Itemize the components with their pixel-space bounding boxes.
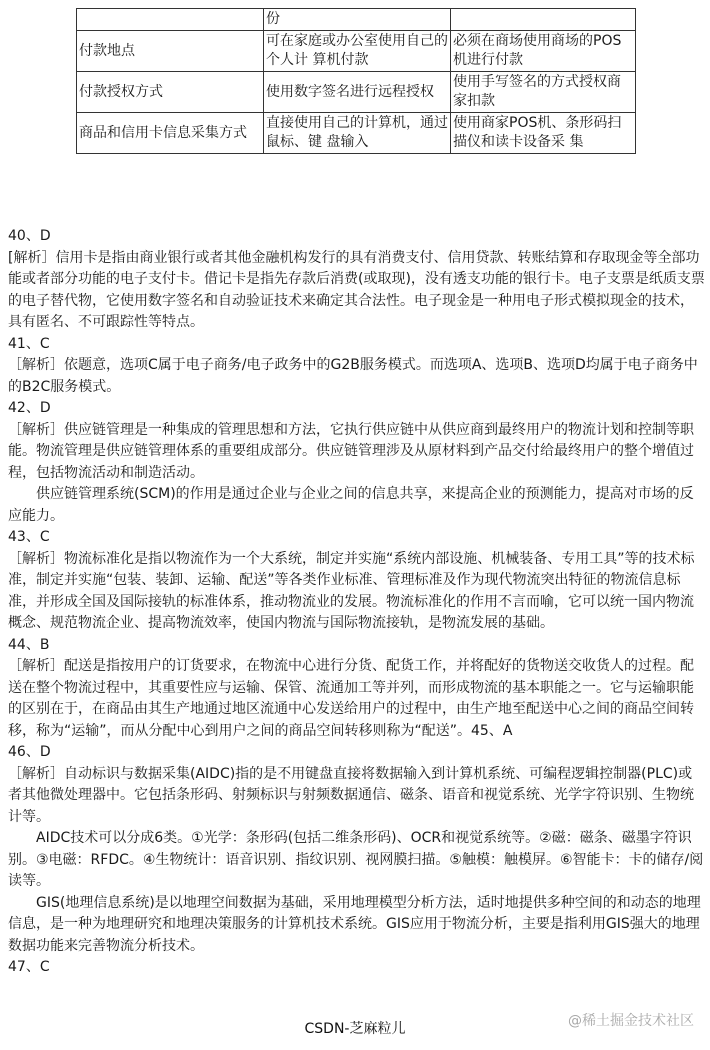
answer-line: 40、D <box>8 228 51 244</box>
table-cell: 份 <box>264 9 451 31</box>
table-cell: 使用数字签名进行远程授权 <box>264 72 451 113</box>
answer-line: 43、C <box>8 529 50 545</box>
explanation-paragraph: ［解析］供应链管理是一种集成的管理思想和方法，它执行供应链中从供应商到最终用户的物流计划和控制等职能。物流管理是供应链管理体系的重要组成部分。供应链管理涉及从原材料到产品交付给最终用户的整个增值过程，包括物流活动和制造活动。 <box>8 421 694 481</box>
answer-line: 44、B <box>8 636 50 653</box>
explanation-paragraph: GIS(地理信息系统)是以地理空间数据为基础，采用地理模型分析方法，适时地提供多种空间的和动态的地理信息，是一种为地理研究和地理决策服务的计算机技术系统。GIS应用于物流分析，主要是指利用GIS强大的地理数据功能来完善物流分析技术。 <box>8 894 701 954</box>
table-cell: 付款地点 <box>77 31 264 72</box>
table-cell: 必须在商场使用商场的POS机进行付款 <box>451 31 636 72</box>
table-cell: 使用商家POS机、条形码扫描仪和读卡设备采 集 <box>451 113 636 154</box>
footer-caption: CSDN-芝麻粒儿 <box>304 1021 406 1037</box>
table-row <box>77 9 636 31</box>
explanation-paragraph: ［解析］自动标识与数据采集(AIDC)指的是不用键盘直接将数据输入到计算机系统、可编程逻辑控制器(PLC)或者其他微处理器中。它包括条形码、射频标识与射频数据通信、磁条、语音和视觉系统、光学字符识别、生物统计等。 <box>8 765 694 825</box>
explanation-paragraph: ［解析］配送是指按用户的订货要求，在物流中心进行分货、配货工作，并将配好的货物送交收货人的过程。配送在整个物流过程中，其重要性应与运输、保管、流通加工等并列，而形成物流的基本职能之一。它与运输职能的区别在于，在商品由其生产地通过地区流通中心发送给用户的过程中，由生产地至配送中心之间的商品空间转移，称为“运输”，而从分配中心到用户之间的商品空间转移则称为“配送”。45、A <box>8 658 694 739</box>
watermark: @稀土掘金技术社区 <box>568 1013 694 1029</box>
comparison-table <box>76 8 636 154</box>
table-row <box>77 72 636 113</box>
table-row <box>77 31 636 72</box>
table-cell: 可在家庭或办公室使用自己的个人计 算机付款 <box>264 31 451 72</box>
answer-line: 47、C <box>8 959 50 975</box>
explanation-paragraph: ［解析］依题意，选项C属于电子商务/电子政务中的G2B服务模式。而选项A、选项B、选项D均属于电子商务中的B2C服务模式。 <box>8 357 698 395</box>
explanation-paragraph: AIDC技术可以分成6类。①光学：条形码(包括二维条形码)、OCR和视觉系统等。②磁：磁条、磁墨字符识别。③电磁：RFDC。④生物统计：语音识别、指纹识别、视网膜扫描。⑤触模：触模屏。⑥智能卡：卡的储存/阅读等。 <box>8 830 704 889</box>
answer-line: 42、D <box>8 400 51 416</box>
answer-line: 46、D <box>8 744 51 760</box>
table-cell <box>77 9 264 31</box>
table-cell <box>451 9 636 31</box>
table-cell: 直接使用自己的计算机，通过鼠标、键 盘输入 <box>264 113 451 154</box>
explanation-paragraph: 供应链管理系统(SCM)的作用是通过企业与企业之间的信息共享，来提高企业的预测能力，提高对市场的反应能力。 <box>8 486 694 524</box>
table-cell: 使用手写签名的方式授权商家扣款 <box>451 72 636 113</box>
table-cell: 付款授权方式 <box>77 72 264 113</box>
answer-line: 41、C <box>8 335 50 352</box>
table-cell: 商品和信用卡信息采集方式 <box>77 113 264 154</box>
explanation-paragraph: ［解析］物流标准化是指以物流作为一个大系统，制定并实施“系统内部设施、机械装备、专用工具”等的技术标准，制定并实施“包装、装卸、运输、配送”等各类作业标准、管理标准及作为现代物流突出特征的物流信息标准，并形成全国及国际接轨的标准体系，推动物流业的发展。物流标准化的作用不言而喻，它可以统一国内物流概念、规范物流企业、提高物流效率，使国内物流与国际物流接轨，是物流发展的基础。 <box>8 550 695 631</box>
explanation-paragraph: [解析］信用卡是指由商业银行或者其他金融机构发行的具有消费支付、信用贷款、转账结算和存取现金等全部功能或者部分功能的电子支付卡。借记卡是指先存款后消费(或取现)，没有透支功能的银行卡。电子支票是纸质支票的电子替代物，它使用数字签名和自动验证技术来确定其合法性。电子现金是一种用电子形式模拟现金的技术，具有匿名、不可跟踪性等特点。 <box>8 249 705 330</box>
answer-explanations <box>8 226 706 979</box>
table-row <box>77 113 636 154</box>
